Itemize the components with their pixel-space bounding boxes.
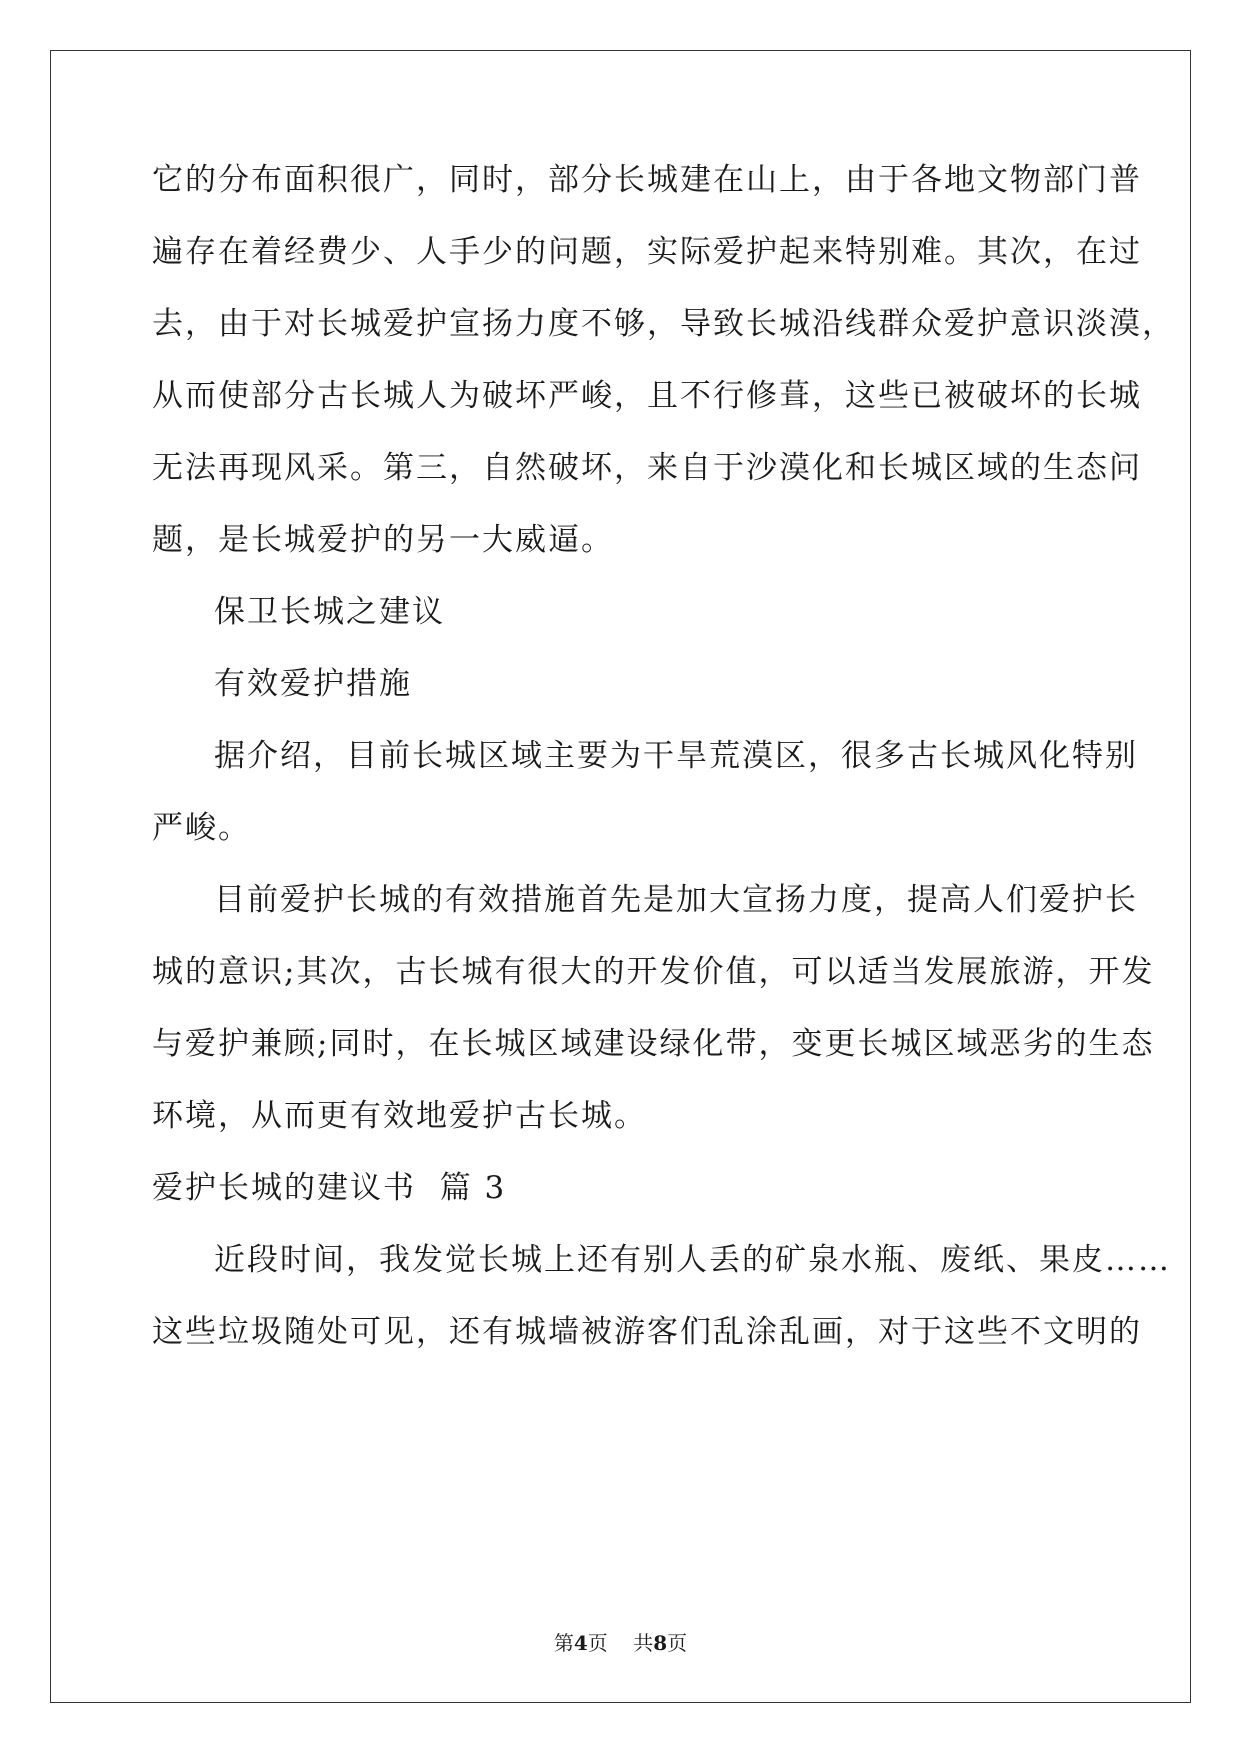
footer-prefix: 第 — [553, 1631, 574, 1655]
text-line: 环境，从而更有效地爱护古长城。 — [152, 1098, 647, 1134]
footer-middle: 页 共 — [587, 1631, 654, 1655]
text-line: 严峻。 — [152, 810, 251, 846]
article-title: 爱护长城的建议书 篇 3 — [152, 1170, 507, 1206]
footer-suffix: 页 — [667, 1631, 688, 1655]
text-line: 城的意识;其次，古长城有很大的开发价值，可以适当发展旅游，开发 — [152, 954, 1155, 990]
page-frame — [50, 50, 1191, 1703]
paragraph-start: 据介绍，目前长城区域主要为干旱荒漠区，很多古长城风化特别 — [214, 738, 1138, 774]
text-line: 去，由于对长城爱护宣扬力度不够，导致长城沿线群众爱护意识淡漠， — [152, 306, 1175, 342]
paragraph-start: 近段时间，我发觉长城上还有别人丢的矿泉水瓶、废纸、果皮…… — [214, 1242, 1171, 1278]
total-pages-number: 8 — [653, 1631, 668, 1655]
text-line: 与爱护兼顾;同时，在长城区域建设绿化带，变更长城区域恶劣的生态 — [152, 1026, 1155, 1062]
text-line: 无法再现风采。第三，自然破坏，来自于沙漠化和长城区域的生态问 — [152, 450, 1142, 486]
text-line: 它的分布面积很广，同时，部分长城建在山上，由于各地文物部门普 — [152, 162, 1142, 198]
section-heading: 有效爱护措施 — [214, 666, 412, 702]
section-heading: 保卫长城之建议 — [214, 594, 445, 630]
paragraph-start: 目前爱护长城的有效措施首先是加大宣扬力度，提高人们爱护长 — [214, 882, 1138, 918]
text-line: 从而使部分古长城人为破坏严峻，且不行修葺，这些已被破坏的长城 — [152, 378, 1142, 414]
text-line: 这些垃圾随处可见，还有城墙被游客们乱涂乱画，对于这些不文明的 — [152, 1314, 1142, 1350]
current-page-number: 4 — [573, 1631, 588, 1655]
text-line: 遍存在着经费少、人手少的问题，实际爱护起来特别难。其次，在过 — [152, 234, 1142, 270]
text-line: 题，是长城爱护的另一大威逼。 — [152, 522, 614, 558]
page-footer — [0, 1630, 1241, 1656]
